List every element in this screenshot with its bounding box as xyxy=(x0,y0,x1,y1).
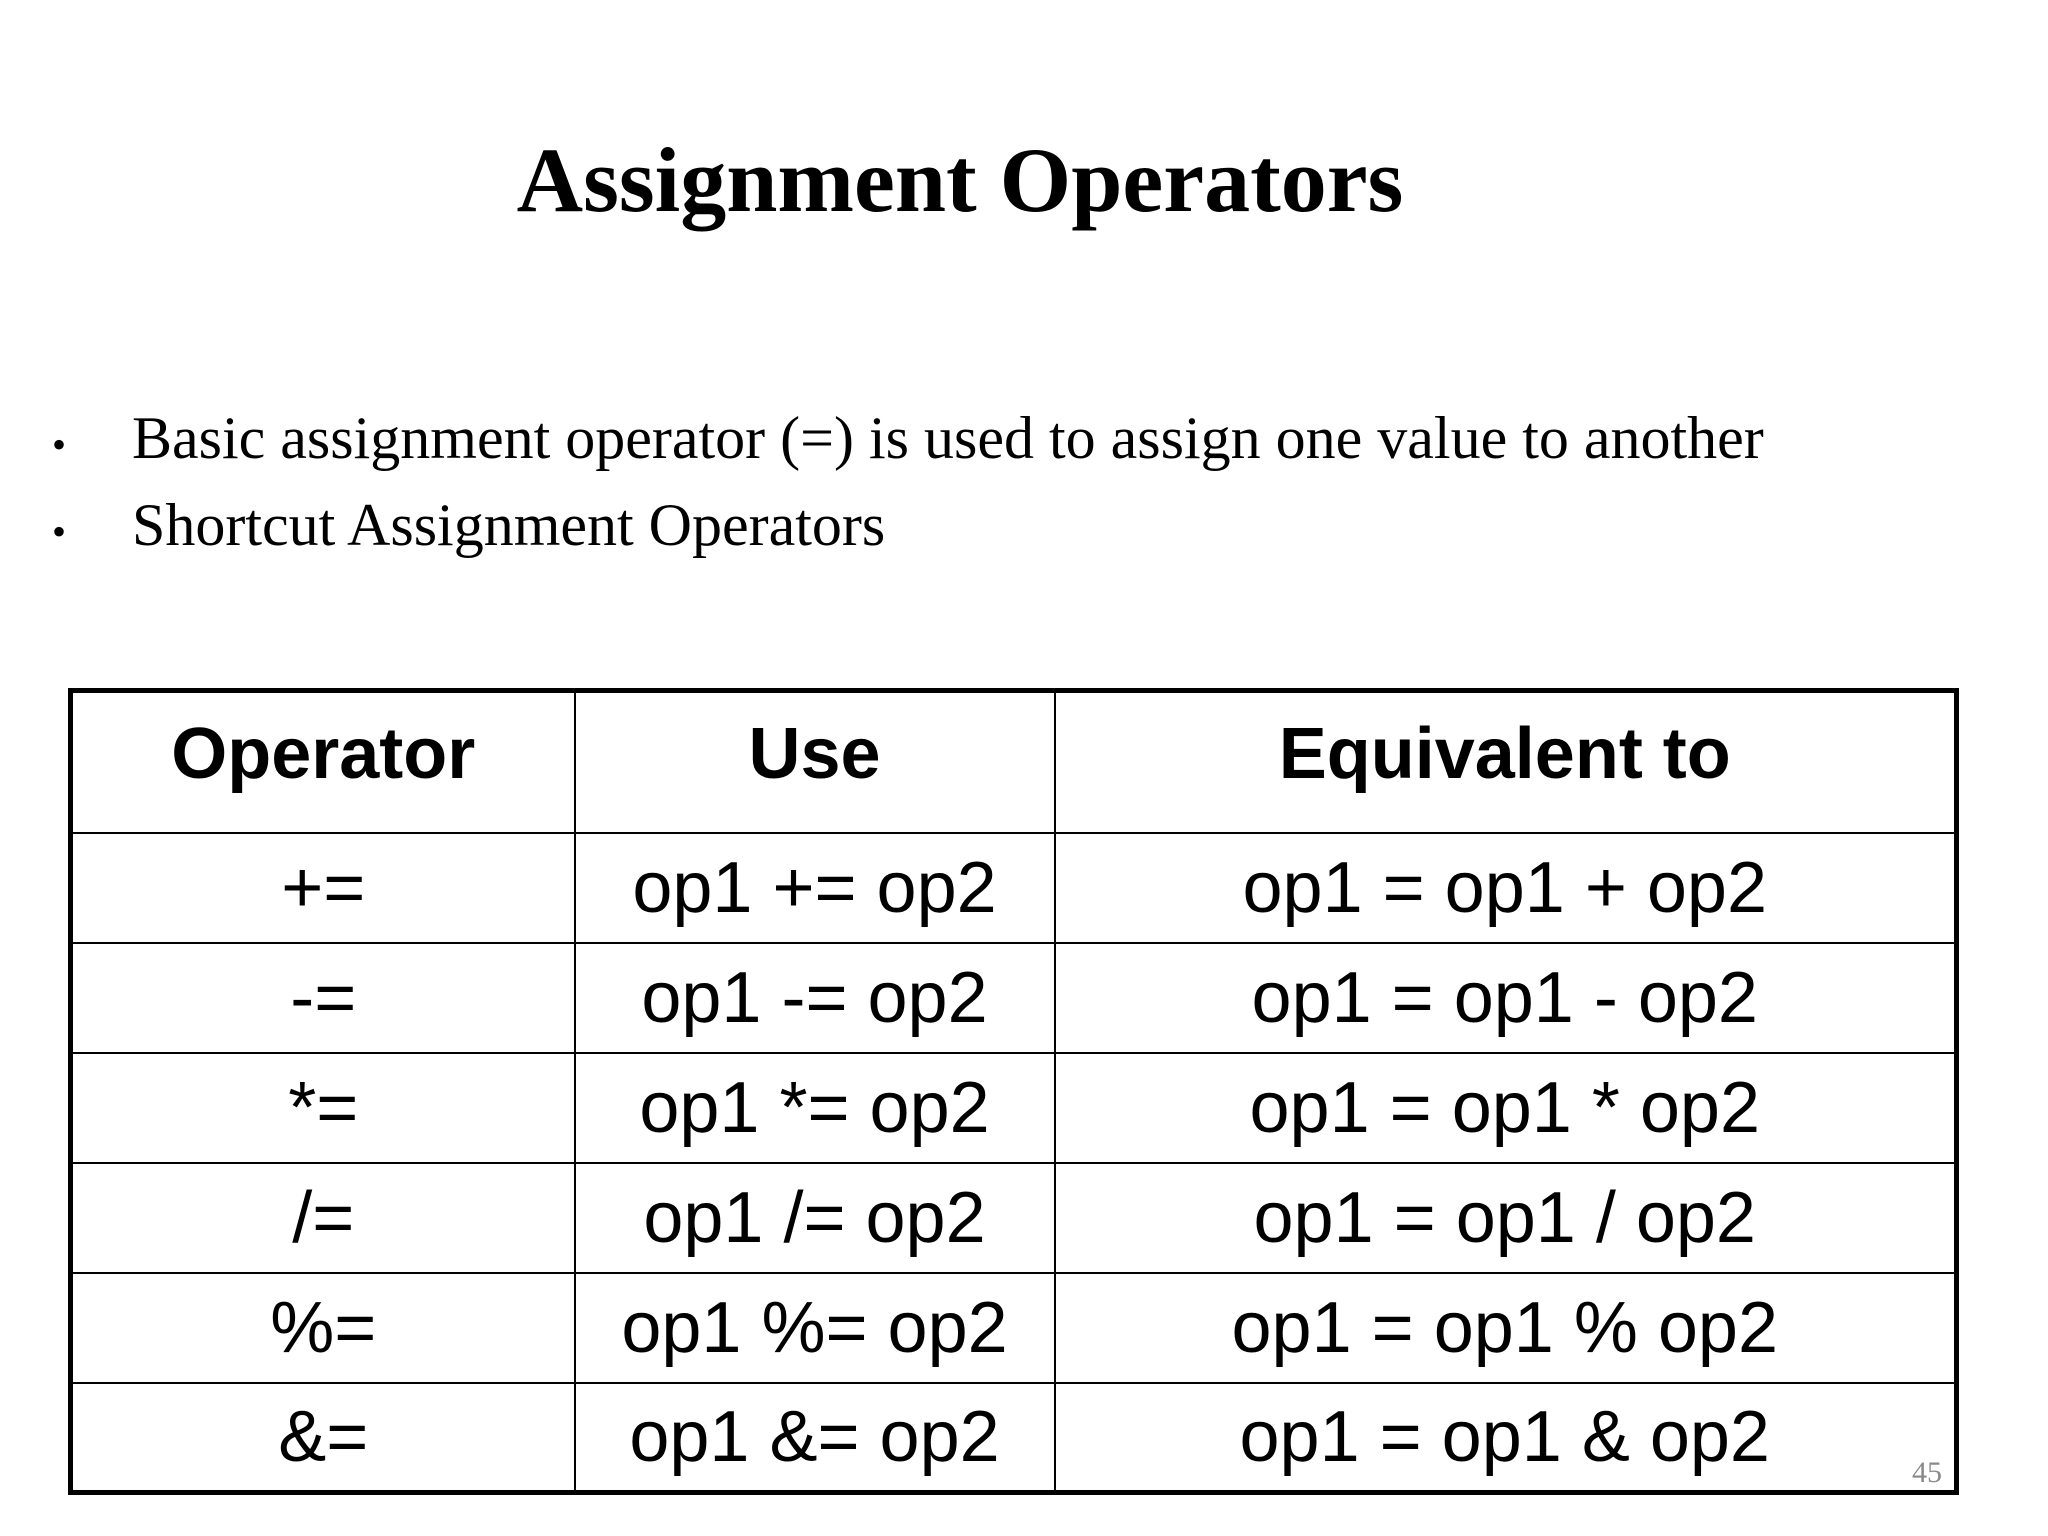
table-row xyxy=(71,1273,1957,1383)
cell-operator: /= xyxy=(71,1163,575,1273)
table-header-row xyxy=(71,691,1957,833)
table-row xyxy=(71,1383,1957,1493)
table-row xyxy=(71,943,1957,1053)
bullet-text: Basic assignment operator (=) is used to assign one value to another xyxy=(132,405,1764,471)
cell-equivalent: op1 = op1 + op2 xyxy=(1055,833,1957,943)
header-equivalent: Equivalent to xyxy=(1055,691,1957,833)
cell-use: op1 &= op2 xyxy=(575,1383,1055,1493)
header-operator: Operator xyxy=(71,691,575,833)
cell-use: op1 -= op2 xyxy=(575,943,1055,1053)
cell-equivalent: op1 = op1 % op2 xyxy=(1055,1273,1957,1383)
cell-operator: += xyxy=(71,833,575,943)
cell-use: op1 += op2 xyxy=(575,833,1055,943)
cell-equivalent: op1 = op1 & op2 xyxy=(1055,1383,1957,1493)
header-use: Use xyxy=(575,691,1055,833)
cell-equivalent: op1 = op1 - op2 xyxy=(1055,943,1957,1053)
table-row xyxy=(71,833,1957,943)
cell-equivalent: op1 = op1 / op2 xyxy=(1055,1163,1957,1273)
cell-use: op1 *= op2 xyxy=(575,1053,1055,1163)
bullet-list xyxy=(52,398,1764,572)
bullet-icon: • xyxy=(52,422,67,467)
cell-equivalent: op1 = op1 * op2 xyxy=(1055,1053,1957,1163)
table-row xyxy=(71,1053,1957,1163)
slide-title: Assignment Operators xyxy=(516,129,1404,231)
bullet-item xyxy=(52,485,1764,572)
bullet-text: Shortcut Assignment Operators xyxy=(132,492,886,558)
bullet-icon: • xyxy=(52,509,67,554)
table-row xyxy=(71,1163,1957,1273)
cell-use: op1 %= op2 xyxy=(575,1273,1055,1383)
bullet-item xyxy=(52,398,1764,485)
cell-operator: -= xyxy=(71,943,575,1053)
page-number: 45 xyxy=(1912,1456,1942,1489)
cell-operator: *= xyxy=(71,1053,575,1163)
cell-operator: &= xyxy=(71,1383,575,1493)
cell-use: op1 /= op2 xyxy=(575,1163,1055,1273)
operators-table xyxy=(68,688,1959,1495)
cell-operator: %= xyxy=(71,1273,575,1383)
